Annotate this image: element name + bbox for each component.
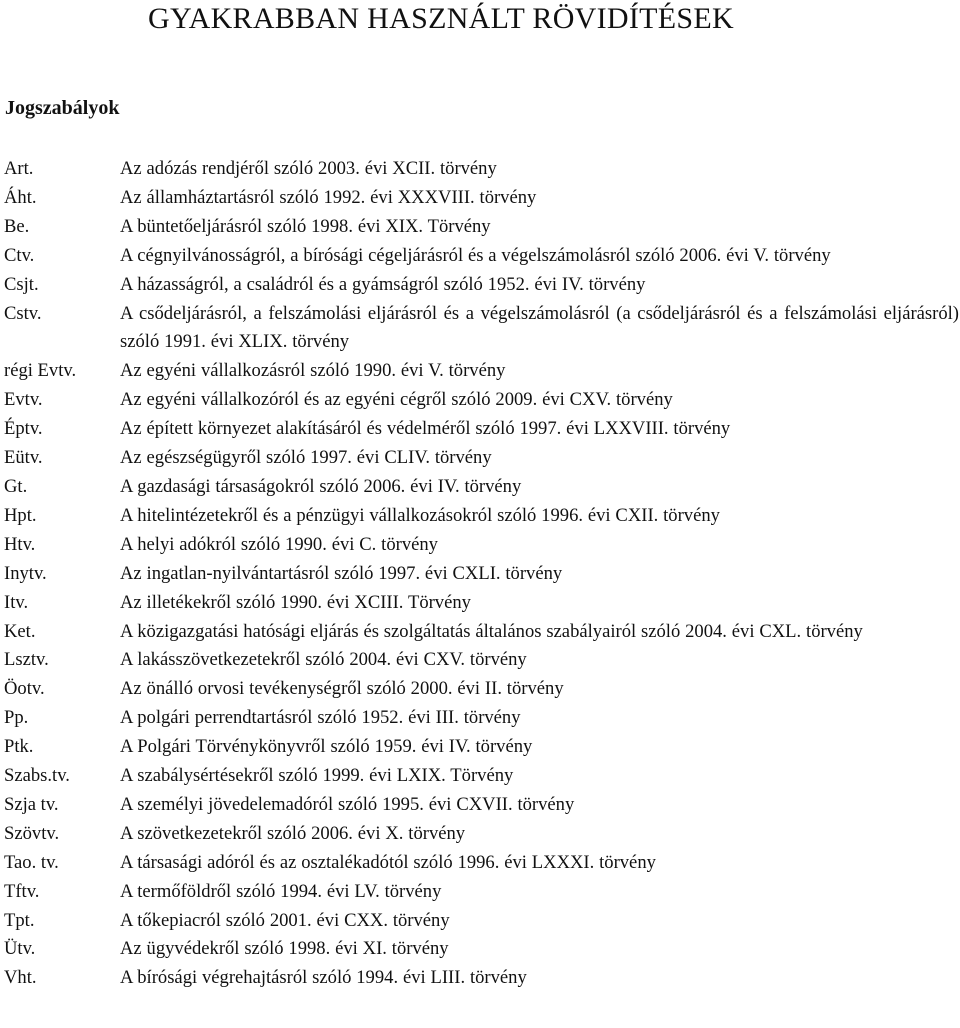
abbreviation-definition: Az egészségügyről szóló 1997. évi CLIV. törvény [120,447,492,469]
abbreviation-row [4,444,959,473]
abbreviation-row [4,820,959,849]
page-title: GYAKRABBAN HASZNÁLT RÖVIDÍTÉSEK [148,2,734,35]
abbreviation-term: Ütv. [4,938,36,960]
abbreviation-term: Szövtv. [4,822,60,844]
abbreviation-term: Vht. [4,967,37,989]
abbreviation-definition: Az adózás rendjéről szóló 2003. évi XCII. törvény [120,158,497,179]
abbreviation-row [4,907,959,936]
abbreviation-row [4,386,959,415]
abbreviation-term: Szabs.tv. [4,765,70,787]
abbreviation-term: Öotv. [4,678,45,700]
abbreviation-definition: Az egyéni vállalkozóról és az egyéni cégről szóló 2009. évi CXV. törvény [120,389,673,411]
abbreviation-definition: Az ügyvédekről szóló 1998. évi XI. törvény [120,938,449,960]
abbreviation-definition: Az épített környezet alakításáról és védelméről szóló 1997. évi LXXVIII. törvény [120,418,731,440]
abbreviation-definition: A büntetőeljárásról szóló 1998. évi XIX. Törvény [120,215,491,237]
abbreviation-term: Htv. [4,533,36,555]
abbreviation-list [4,155,959,993]
abbreviation-definition: A társasági adóról és az osztalékadótól szóló 1996. évi LXXXI. törvény [120,851,656,873]
abbreviation-term: Itv. [4,591,29,613]
abbreviation-term: Ctv. [4,244,35,266]
abbreviation-row [4,531,959,560]
abbreviation-term: Tao. tv. [4,851,59,873]
abbreviation-row [4,560,959,589]
abbreviation-term: Art. [4,158,34,179]
abbreviation-term: Tftv. [4,880,40,902]
abbreviation-row [4,473,959,502]
abbreviation-term: Csjt. [4,273,39,295]
abbreviation-row [4,502,959,531]
abbreviation-term: Inytv. [4,562,47,584]
abbreviation-term: Pp. [4,707,29,729]
abbreviation-row [4,271,959,300]
abbreviation-definition: Az államháztartásról szóló 1992. évi XXXVIII. törvény [120,186,537,208]
abbreviation-definition: A közigazgatási hatósági eljárás és szolgáltatás általános szabályairól szóló 2004. évi CXL. törvény [120,620,863,642]
abbreviation-row [4,733,959,762]
abbreviation-row [4,935,959,964]
abbreviation-term: Szja tv. [4,793,59,815]
abbreviation-definition: A hitelintézetekről és a pénzügyi vállalkozásokról szóló 1996. évi CXII. törvény [120,504,720,526]
abbreviation-definition: A házasságról, a családról és a gyámságról szóló 1952. évi IV. törvény [120,273,646,295]
abbreviation-definition: Az önálló orvosi tevékenységről szóló 2000. évi II. törvény [120,678,564,700]
abbreviation-term: Eütv. [4,447,43,469]
abbreviation-definition: Az egyéni vállalkozásról szóló 1990. évi V. törvény [120,360,506,382]
abbreviation-term: Éptv. [4,418,43,440]
abbreviation-definition: A tőkepiacról szóló 2001. évi CXX. törvény [120,909,450,931]
abbreviation-row [4,300,959,358]
section-heading: Jogszabályok [5,97,120,119]
abbreviation-definition: A lakásszövetkezetekről szóló 2004. évi CXV. törvény [120,649,527,671]
abbreviation-term: Gt. [4,475,28,497]
abbreviation-row [4,675,959,704]
abbreviation-definition: A cégnyilvánosságról, a bírósági cégeljárásról és a végelszámolásról szóló 2006. évi V. törvény [120,244,831,266]
abbreviation-row [4,849,959,878]
abbreviation-definition: A helyi adókról szóló 1990. évi C. törvény [120,533,438,555]
abbreviation-term: Hpt. [4,504,37,526]
abbreviation-row [4,415,959,444]
abbreviation-term: Evtv. [4,389,43,411]
abbreviation-term: Ket. [4,620,36,642]
abbreviation-definition: A csődeljárásról, a felszámolási eljárásról és a végelszámolásról (a csődeljárásról és a felszámolási eljárásról) szóló 1991. évi XLIX. törvény [120,302,959,353]
abbreviation-term: Lsztv. [4,649,49,671]
abbreviation-definition: A bírósági végrehajtásról szóló 1994. évi LIII. törvény [120,967,527,989]
abbreviation-definition: A Polgári Törvénykönyvről szóló 1959. évi IV. törvény [120,736,533,758]
abbreviation-term: Cstv. [4,302,42,324]
abbreviation-row [4,964,959,993]
abbreviation-definition: A polgári perrendtartásról szóló 1952. évi III. törvény [120,707,521,729]
abbreviation-row [4,646,959,675]
abbreviation-definition: Az illetékekről szóló 1990. évi XCIII. Törvény [120,591,471,613]
abbreviation-term: Tpt. [4,909,35,931]
abbreviation-row [4,184,959,213]
abbreviation-definition: Az ingatlan-nyilvántartásról szóló 1997. évi CXLI. törvény [120,562,563,584]
abbreviation-row [4,878,959,907]
abbreviation-term: Áht. [4,186,37,208]
abbreviation-term: régi Evtv. [4,360,77,382]
abbreviation-definition: A személyi jövedelemadóról szóló 1995. évi CXVII. törvény [120,793,575,815]
abbreviation-row [4,155,959,184]
abbreviation-term: Be. [4,215,30,237]
abbreviation-definition: A termőföldről szóló 1994. évi LV. törvény [120,880,442,902]
abbreviation-row [4,762,959,791]
abbreviation-row [4,618,959,647]
abbreviation-row [4,791,959,820]
abbreviation-row [4,357,959,386]
abbreviation-definition: A szövetkezetekről szóló 2006. évi X. törvény [120,822,466,844]
abbreviation-row [4,242,959,271]
abbreviation-row [4,213,959,242]
abbreviation-definition: A szabálysértésekről szóló 1999. évi LXIX. Törvény [120,765,514,787]
abbreviation-row [4,589,959,618]
abbreviation-term: Ptk. [4,736,34,758]
abbreviation-row [4,704,959,733]
abbreviation-definition: A gazdasági társaságokról szóló 2006. évi IV. törvény [120,475,522,497]
